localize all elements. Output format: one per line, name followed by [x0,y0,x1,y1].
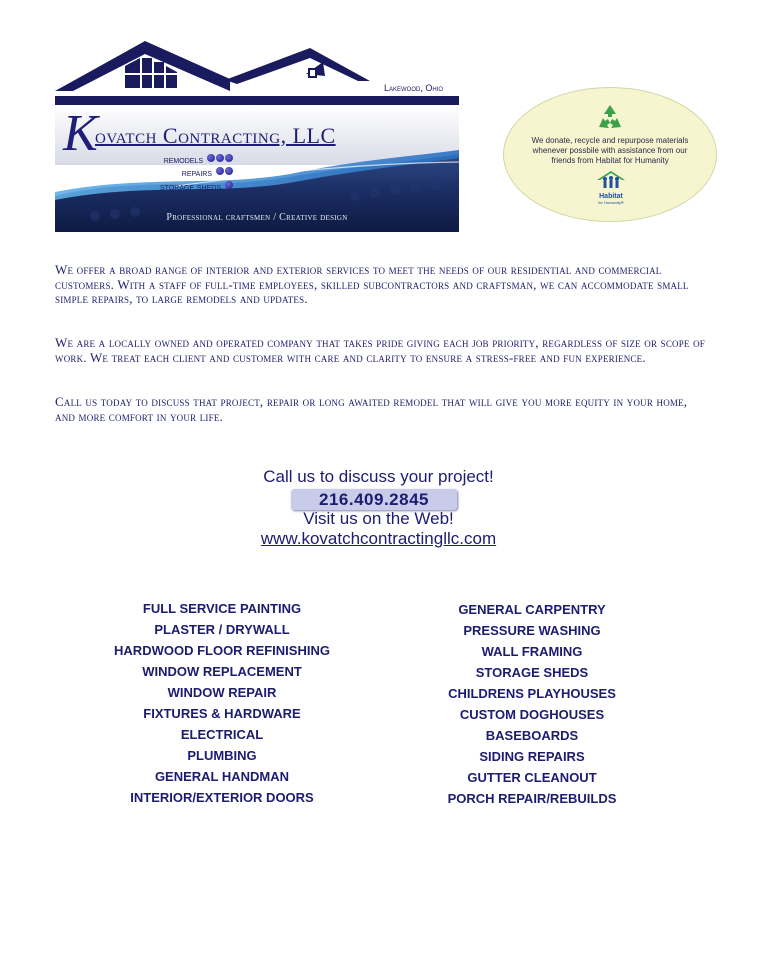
service-item: GUTTER CLEANOUT [467,770,597,785]
habitat-label: Habitat [599,193,623,200]
service-item: SIDING REPAIRS [479,749,585,764]
service-item: FULL SERVICE PAINTING [142,601,302,616]
service-item: PRESSURE WASHING [463,623,601,638]
service-item: FIXTURES & HARDWARE [143,706,301,721]
donate-badge [503,87,717,222]
logo-services [160,154,233,194]
service-item: INTERIOR/EXTERIOR DOORS [130,790,314,805]
service-item: CHILDRENS PLAYHOUSES [448,686,616,701]
company-logo [55,36,459,232]
habitat-house-icon [596,170,626,188]
service-item: CUSTOM DOGHOUSES [459,707,605,722]
service-item: GENERAL HANDMAN [154,769,290,784]
donate-text: We donate, recycle and repurpose materials whenever possbile with assistance from our friends from Habitat for Humanity [531,136,689,165]
phone-number[interactable]: 216.409.2845 [319,490,429,509]
services-list-left [72,598,372,808]
intro-paragraph: We offer a broad range of interior and exterior services to meet the needs of our residential and commercial customers. With a staff of full-time employees, skilled subcontractors and craftsman, we can accommodate small simple repairs, to large remodels and updates. [55,262,689,306]
logo-service-item: remodels [160,154,233,167]
service-item: HARDWOOD FLOOR REFINISHING [114,643,330,658]
service-item: WALL FRAMING [481,644,583,659]
logo-service-item: repairs [160,167,233,180]
habitat-for-humanity-logo [594,170,628,205]
service-item: PORCH REPAIR/REBUILDS [447,791,617,806]
call-heading: Call us to discuss your project! [263,467,494,486]
phone-box[interactable] [291,489,457,510]
service-item: WINDOW REPLACEMENT [142,664,302,679]
company-initial: K [63,105,98,162]
service-item: ELECTRICAL [180,727,264,742]
habitat-sublabel: for Humanity® [598,200,624,205]
service-item: PLASTER / DRYWALL [154,622,290,637]
visit-heading: Visit us on the Web! [303,509,454,528]
recycle-icon [595,103,625,133]
service-item: WINDOW REPAIR [167,685,277,700]
service-item: STORAGE SHEDS [475,665,589,680]
company-name-rest: ovatch Contracting, LLC [95,123,336,148]
service-item: GENERAL CARPENTRY [458,602,606,617]
logo-tagline: Professional craftsmen / Creative design [166,212,348,223]
call-paragraph: Call us today to discuss that project, repair or long awaited remodel that will give you more equity in your home, and more comfort in your life. [55,394,688,424]
service-item: PLUMBING [187,748,257,763]
service-item: BASEBOARDS [485,728,579,743]
logo-service-item: storage sheds [160,181,233,194]
website-link[interactable]: www.kovatchcontractingllc.com [260,529,497,548]
about-paragraph: We are a locally owned and operated company that takes pride giving each job priority, regardless of size or scope of work. We treat each client and customer with care and clarity to ensure a stress-free and fun experience. [55,335,705,365]
logo-location: Lakewood, Ohio [383,83,443,93]
services-list-right [382,599,682,809]
